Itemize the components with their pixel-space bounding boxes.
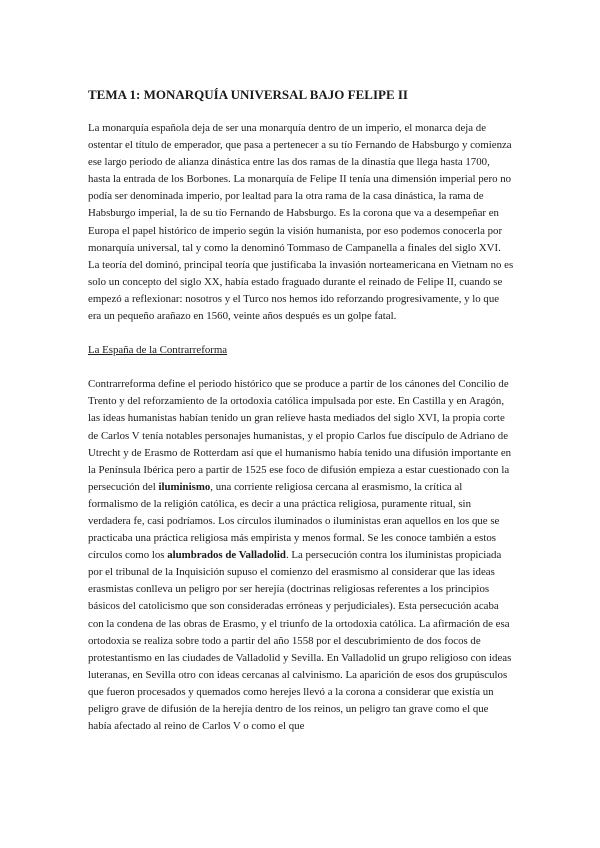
paragraph-text-3: . La persecución contra los iluministas propiciada por el tribunal de la Inquisición supuso el comienzo del erasmismo al considerar que las ideas erasmistas conlleva un peligro por ser herejía (doctrinas religiosas referentes a los principios básicos del catolicismo que son consideradas erróneas y perjudiciales). Esta persecución acaba con la condena de las obras de Erasmo, y el triunfo de la ortodoxia católica. La afirmación de esa ortodoxia se realiza sobre todo a partir del año 1558 por el descubrimiento de dos focos de protestantismo en las ciudades de Valladolid y Sevilla. En Valladolid un grupo religioso con ideas luteranas, en Sevilla otro con ideas cercanas al calvinismo. La aparición de esos dos grupúsculos que fueron procesados y quemados como herejes llevó a la corona a considerar que existía un peligro grave de difusión de la herejía dentro de los reinos, un peligro tan grave como el que había afectado al reino de Carlos V o como el que [88,549,512,733]
section-heading: La España de la Contrarreforma [88,344,228,357]
paragraph-contrarreforma [88,376,514,735]
document-body [88,86,514,735]
document-title: TEMA 1: MONARQUÍA UNIVERSAL BAJO FELIPE II [88,87,408,102]
bold-term-alumbrados: alumbrados de Valladolid [167,549,286,562]
bold-term-iluminismo: iluminismo [158,480,211,493]
paragraph-text-2: , una corriente religiosa cercana al erasmismo, la crítica al formalismo de la religión católica, es decir a una práctica religiosa, puramente ritual, sin verdadera fe, casi podríamos. Los círculos iluminados o iluministas eran aquellos en los que se practicaba una práctica religiosa más empirista y menos formal. Se les conoce también a estos círculos como los [88,480,500,562]
paragraph-intro: La monarquía española deja de ser una monarquía dentro de un imperio, el monarca deja de ostentar el título de emperador, que pasa a pertenecer a su tío Fernando de Habsburgo y comienza ese largo periodo de alianza dinástica entre las dos ramas de la dinastía que llega hasta 1700, hasta la entrada de los Borbones. La monarquía de Felipe II tenía una dimensión imperial pero no podía ser denominada imperio, por lealtad para la otra rama de la casa dinástica, la rama de Habsburgo imperial, la de su tío Fernando de Habsburgo. Es la corona que va a desempeñar en Europa el papel histórico de imperio según la visión humanista, por eso podemos conocerla por monarquía universal, tal y como la denominó Tommaso de Campanella a finales del siglo XVI. La teoría del dominó, principal teoría que justificaba la invasión norteamericana en Vietnam no es solo un concepto del siglo XX, había estado fraguado durante el reinado de Felipe II, cuando se empezó a reflexionar: nosotros y el Turco nos hemos ido reforzando progresivamente, y lo que era un pequeño arañazo en 1560, veinte años después es un golpe fatal. [88,122,514,323]
paragraph-text-1: Contrarreforma define el periodo histórico que se produce a partir de los cánones del Concilio de Trento y del reforzamiento de la ortodoxia católica impulsada por este. En Castilla y en Aragón, las ideas humanistas habían tenido un gran relieve hasta mediados del siglo XVI, la propia corte de Carlos V tenía notables personajes humanistas, y el propio Carlos fue discípulo de Adriano de Utrecht y de Erasmo de Rotterdam así que el humanismo había tenido una difusión importante en la Península Ibérica pero a partir de 1525 ese foco de difusión empieza a estar cuestionado con la persecución del [88,378,512,493]
